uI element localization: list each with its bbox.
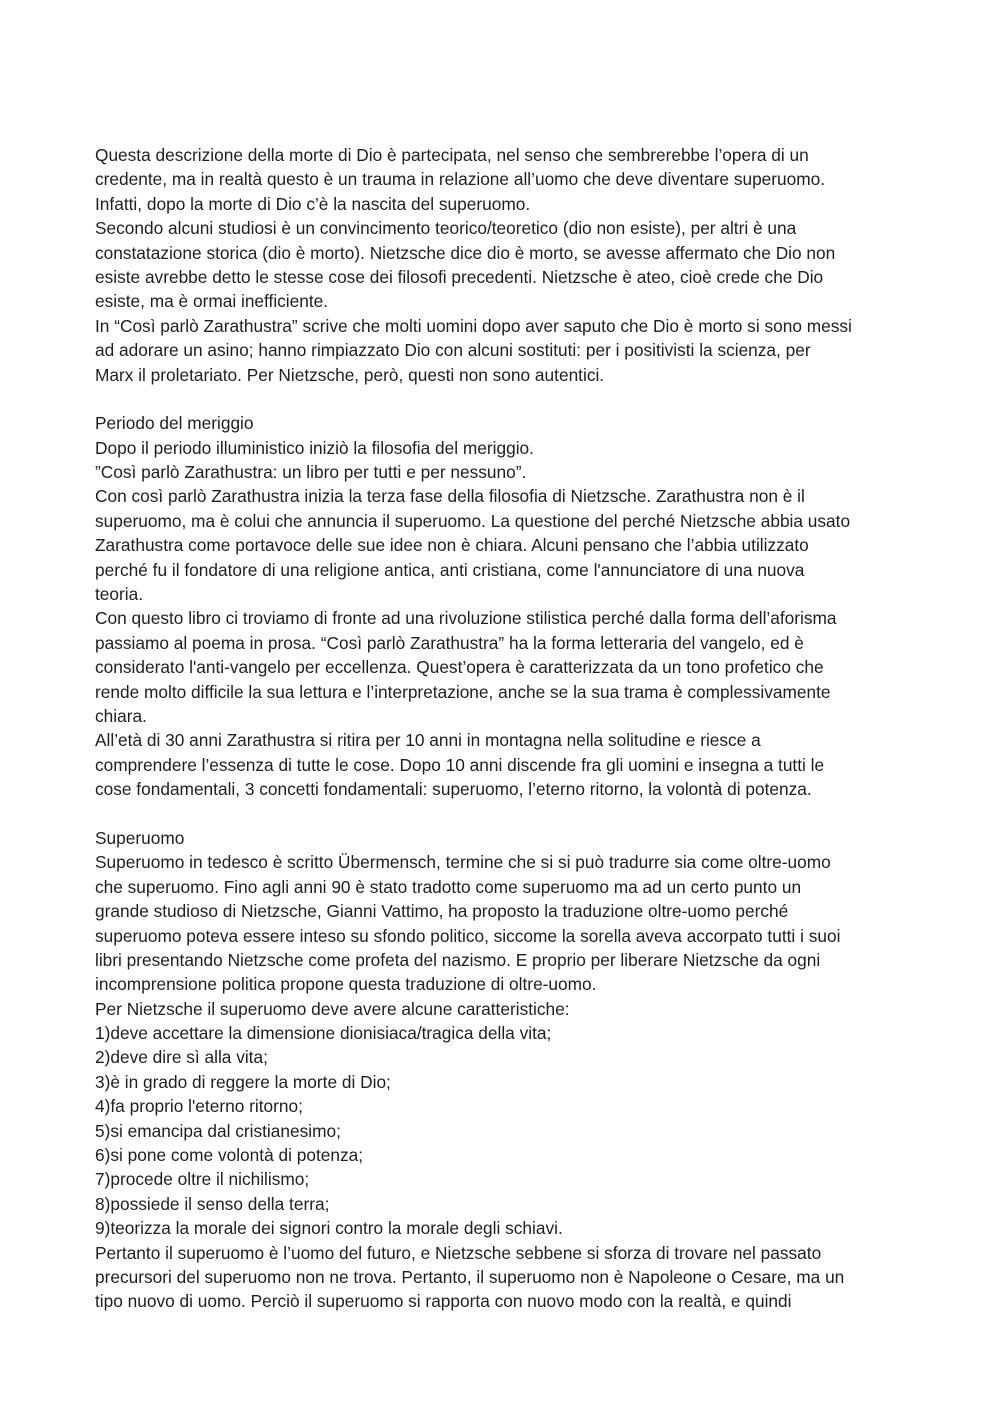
text-line: rende molto difficile la sua lettura e l’interpretazione, anche se la sua trama è complessivamente — [95, 681, 831, 702]
paragraph — [95, 997, 925, 1021]
list-item: 1)deve accettare la dimensione dionisiaca/tragica della vita; — [95, 1023, 552, 1044]
section-heading — [95, 411, 925, 435]
paragraph — [95, 460, 925, 484]
text-line: teoria. — [95, 584, 144, 605]
text-line: credente, ma in realtà questo è un trauma in relazione all’uomo che deve diventare superuomo. — [95, 169, 826, 190]
text-line: cose fondamentali, 3 concetti fondamentali: superuomo, l’eterno ritorno, la volontà di potenza. — [95, 779, 812, 800]
text-line: precursori del superuomo non ne trova. Pertanto, il superuomo non è Napoleone o Cesare, ma un — [95, 1266, 845, 1287]
text-line: Dopo il periodo illuministico iniziò la filosofia del meriggio. — [95, 437, 534, 458]
text-line: perché fu il fondatore di una religione antica, anti cristiana, come l'annunciatore di una nuova — [95, 559, 805, 580]
text-line: esiste, ma è ormai inefficiente. — [95, 291, 329, 312]
text-line: Zarathustra come portavoce delle sue idee non è chiara. Alcuni pensano che l’abbia utilizzato — [95, 535, 809, 556]
paragraph — [95, 314, 925, 387]
paragraph — [95, 606, 925, 728]
text-line: grande studioso di Nietzsche, Gianni Vattimo, ha proposto la traduzione oltre-uomo perché — [95, 901, 789, 922]
text-line: Secondo alcuni studiosi è un convincimento teorico/teoretico (dio non esiste), per altri è una — [95, 218, 797, 239]
text-line: Con questo libro ci troviamo di fronte ad una rivoluzione stilistica perché dalla forma dell’aforisma — [95, 608, 837, 629]
paragraph — [95, 216, 925, 314]
list-item: 3)è in grado di reggere la morte di Dio; — [95, 1071, 391, 1092]
text-line: In “Così parlò Zarathustra” scrive che molti uomini dopo aver saputo che Dio è morto si sono messi — [95, 315, 852, 336]
text-line: constatazione storica (dio è morto). Nietzsche dice dio è morto, se avesse affermato che Dio non — [95, 242, 836, 263]
paragraph — [95, 1241, 925, 1314]
text-line: che superuomo. Fino agli anni 90 è stato tradotto come superuomo ma ad un certo punto un — [95, 876, 802, 897]
text-line: comprendere l’essenza di tutte le cose. Dopo 10 anni discende fra gli uomini e insegna a tutti le — [95, 754, 825, 775]
text-line: Superuomo in tedesco è scritto Übermensch, termine che si si può tradurre sia come oltre-uomo — [95, 852, 831, 873]
text-line: libri presentando Nietzsche come profeta del nazismo. E proprio per liberare Nietzsche da ogni — [95, 949, 821, 970]
text-line: ad adorare un asino; hanno rimpiazzato Dio con alcuni sostituti: per i positivisti la scienza, per — [95, 340, 811, 361]
list-item: 7)procede oltre il nichilismo; — [95, 1169, 310, 1190]
list-item: 2)deve dire sì alla vita; — [95, 1047, 268, 1068]
text-line: Con così parlò Zarathustra inizia la terza fase della filosofia di Nietzsche. Zarathustra non è il — [95, 486, 805, 507]
paragraph — [95, 850, 925, 996]
list-item: 9)teorizza la morale dei signori contro la morale degli schiavi. — [95, 1218, 563, 1239]
text-line: All’età di 30 anni Zarathustra si ritira per 10 anni in montagna nella solitudine e riesce a — [95, 730, 761, 751]
text-line: Marx il proletariato. Per Nietzsche, però, questi non sono autentici. — [95, 364, 605, 385]
list-item: 6)si pone come volontà di potenza; — [95, 1145, 364, 1166]
text-line: tipo nuovo di uomo. Perciò il superuomo si rapporta con nuovo modo con la realtà, e quindi — [95, 1291, 792, 1312]
list-item: 5)si emancipa dal cristianesimo; — [95, 1120, 341, 1141]
paragraph — [95, 728, 925, 801]
text-line: superuomo poteva essere inteso su sfondo politico, siccome la sorella aveva accorpato tutti i suoi — [95, 925, 841, 946]
paragraph — [95, 143, 925, 216]
document-page — [95, 143, 925, 1314]
text-line: esiste avrebbe detto le stesse cose dei filosofi precedenti. Nietzsche è ateo, cioè crede che Dio — [95, 266, 824, 287]
paragraph — [95, 484, 925, 606]
section-heading — [95, 826, 925, 850]
text-line: incomprensione politica propone questa traduzione di oltre-uomo. — [95, 974, 597, 995]
heading-text: Superuomo — [95, 827, 185, 848]
text-line: chiara. — [95, 705, 147, 726]
text-line: passiamo al poema in prosa. “Così parlò Zarathustra” ha la forma letteraria del vangelo, ed è — [95, 632, 804, 653]
heading-text: Periodo del meriggio — [95, 413, 254, 434]
blank-line — [95, 802, 925, 826]
list-item: 4)fa proprio l'eterno ritorno; — [95, 1096, 303, 1117]
text-line: Per Nietzsche il superuomo deve avere alcune caratteristiche: — [95, 998, 570, 1019]
text-line: considerato l'anti-vangelo per eccellenza. Quest’opera è caratterizzata da un tono profetico che — [95, 657, 824, 678]
feature-list — [95, 1021, 925, 1241]
blank-line — [95, 387, 925, 411]
text-line: Pertanto il superuomo è l’uomo del futuro, e Nietzsche sebbene si sforza di trovare nel passato — [95, 1242, 822, 1263]
text-line: superuomo, ma è colui che annuncia il superuomo. La questione del perché Nietzsche abbia usato — [95, 510, 851, 531]
paragraph — [95, 436, 925, 460]
text-line: Infatti, dopo la morte di Dio c’è la nascita del superuomo. — [95, 193, 531, 214]
text-line: Questa descrizione della morte di Dio è partecipata, nel senso che sembrerebbe l’opera di un — [95, 145, 809, 165]
text-line: ”Così parlò Zarathustra: un libro per tutti e per nessuno”. — [95, 462, 527, 483]
list-item: 8)possiede il senso della terra; — [95, 1193, 330, 1214]
